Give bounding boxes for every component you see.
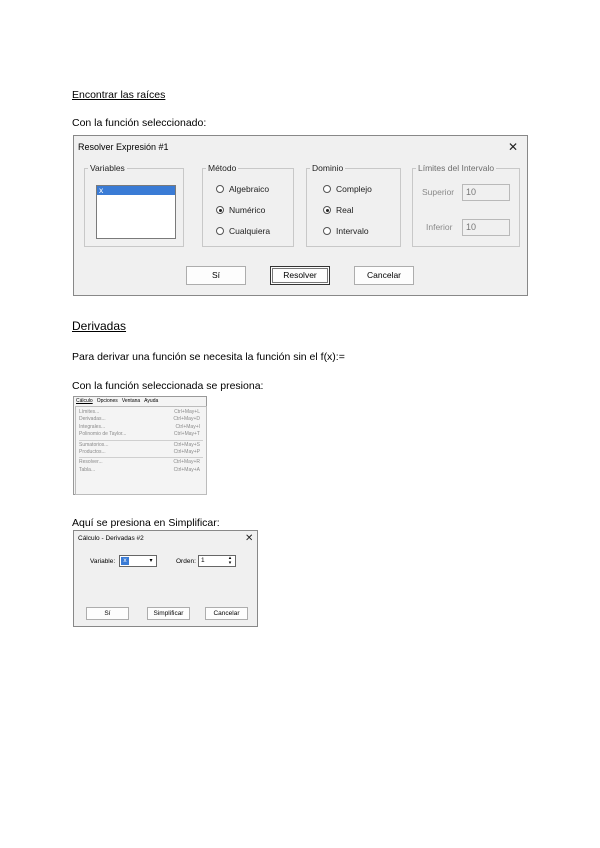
roots-heading: Encontrar las raíces <box>72 89 166 101</box>
menu-item-tabla[interactable]: Tabla... Ctrl+May+A <box>79 466 200 473</box>
menu-bar <box>74 397 206 405</box>
menu-separator <box>79 457 203 458</box>
radio-icon[interactable] <box>216 185 224 193</box>
chevron-down-icon[interactable]: ▾ <box>149 558 153 564</box>
radio-checked-icon[interactable] <box>216 206 224 214</box>
radio-complejo[interactable]: Complejo <box>323 184 372 194</box>
dialog-title: Cálculo - Derivadas #2 <box>78 535 144 542</box>
variable-value: x <box>121 557 129 565</box>
cancel-button[interactable]: Cancelar <box>205 607 248 620</box>
menu-separator <box>79 440 203 441</box>
solve-button[interactable]: Resolver <box>270 266 330 285</box>
calc-menu <box>73 396 207 495</box>
menu-calculo[interactable]: Cálculo <box>76 398 93 404</box>
radio-icon[interactable] <box>216 227 224 235</box>
menu-ventana[interactable]: Ventana <box>121 398 141 404</box>
simplify-text: Aquí se presiona en Simplificar: <box>72 517 220 529</box>
menu-item-limites[interactable]: Límites... Ctrl+May+L <box>79 409 200 415</box>
lower-input[interactable]: 10 <box>462 219 510 236</box>
order-value: 1 <box>201 557 205 564</box>
variable-combo[interactable] <box>119 555 157 567</box>
lower-label: Inferior <box>426 222 453 232</box>
menu-item-integrales[interactable]: Integrales... Ctrl+May+I <box>79 423 200 430</box>
menu-item-resolver[interactable]: Resolver... Ctrl+May+R <box>79 459 200 466</box>
yes-button[interactable]: Sí <box>86 607 129 620</box>
derivatives-intro: Con la función seleccionada se presiona: <box>72 380 264 392</box>
resolver-dialog <box>73 135 528 296</box>
menu-item-derivadas[interactable]: Derivadas... Ctrl+May+D <box>79 416 200 423</box>
menu-item-productos[interactable]: Productos... Ctrl+May+P <box>79 448 200 455</box>
dialog-title: Resolver Expresión #1 <box>78 142 169 152</box>
derivatives-text: Para derivar una función se necesita la función sin el f(x):= <box>72 351 345 363</box>
menu-ayuda[interactable]: Ayuda <box>144 398 159 404</box>
upper-input[interactable]: 10 <box>462 184 510 201</box>
method-label: Método <box>208 163 237 173</box>
radio-numerico[interactable]: Numérico <box>216 205 265 215</box>
close-icon[interactable]: ✕ <box>508 140 519 154</box>
radio-intervalo[interactable]: Intervalo <box>323 226 369 236</box>
variables-listbox[interactable] <box>96 185 176 239</box>
domain-label: Dominio <box>312 163 344 173</box>
yes-button[interactable]: Sí <box>186 266 246 285</box>
order-label: Orden: <box>176 558 196 565</box>
cancel-button[interactable]: Cancelar <box>354 266 414 285</box>
upper-label: Superior <box>422 187 455 197</box>
radio-cualquiera[interactable]: Cualquiera <box>216 226 270 236</box>
menu-opciones[interactable]: Opciones <box>96 398 118 404</box>
derivative-dialog <box>73 530 258 627</box>
order-spinner[interactable] <box>198 555 236 567</box>
radio-checked-icon[interactable] <box>323 206 331 214</box>
roots-intro: Con la función seleccionado: <box>72 117 207 129</box>
radio-algebraico[interactable]: Algebraico <box>216 184 269 194</box>
radio-icon[interactable] <box>323 185 331 193</box>
radio-icon[interactable] <box>323 227 331 235</box>
menu-item-taylor[interactable]: Polinomio de Taylor... Ctrl+May+T <box>79 431 200 438</box>
variable-item-selected[interactable]: x <box>97 186 175 195</box>
close-icon[interactable]: ✕ <box>245 533 254 544</box>
variables-label: Variables <box>90 163 125 173</box>
limits-label: Límites del Intervalo <box>418 163 495 173</box>
menu-item-sumatorios[interactable]: Sumatorios... Ctrl+May+S <box>79 441 200 448</box>
calc-dropdown <box>75 406 207 495</box>
derivatives-heading: Derivadas <box>72 319 127 333</box>
variable-label: Variable: <box>90 558 116 565</box>
radio-real[interactable]: Real <box>323 205 353 215</box>
simplify-button[interactable]: Simplificar <box>147 607 190 620</box>
spinner-arrows-icon[interactable]: ▴ ▾ <box>228 555 232 566</box>
